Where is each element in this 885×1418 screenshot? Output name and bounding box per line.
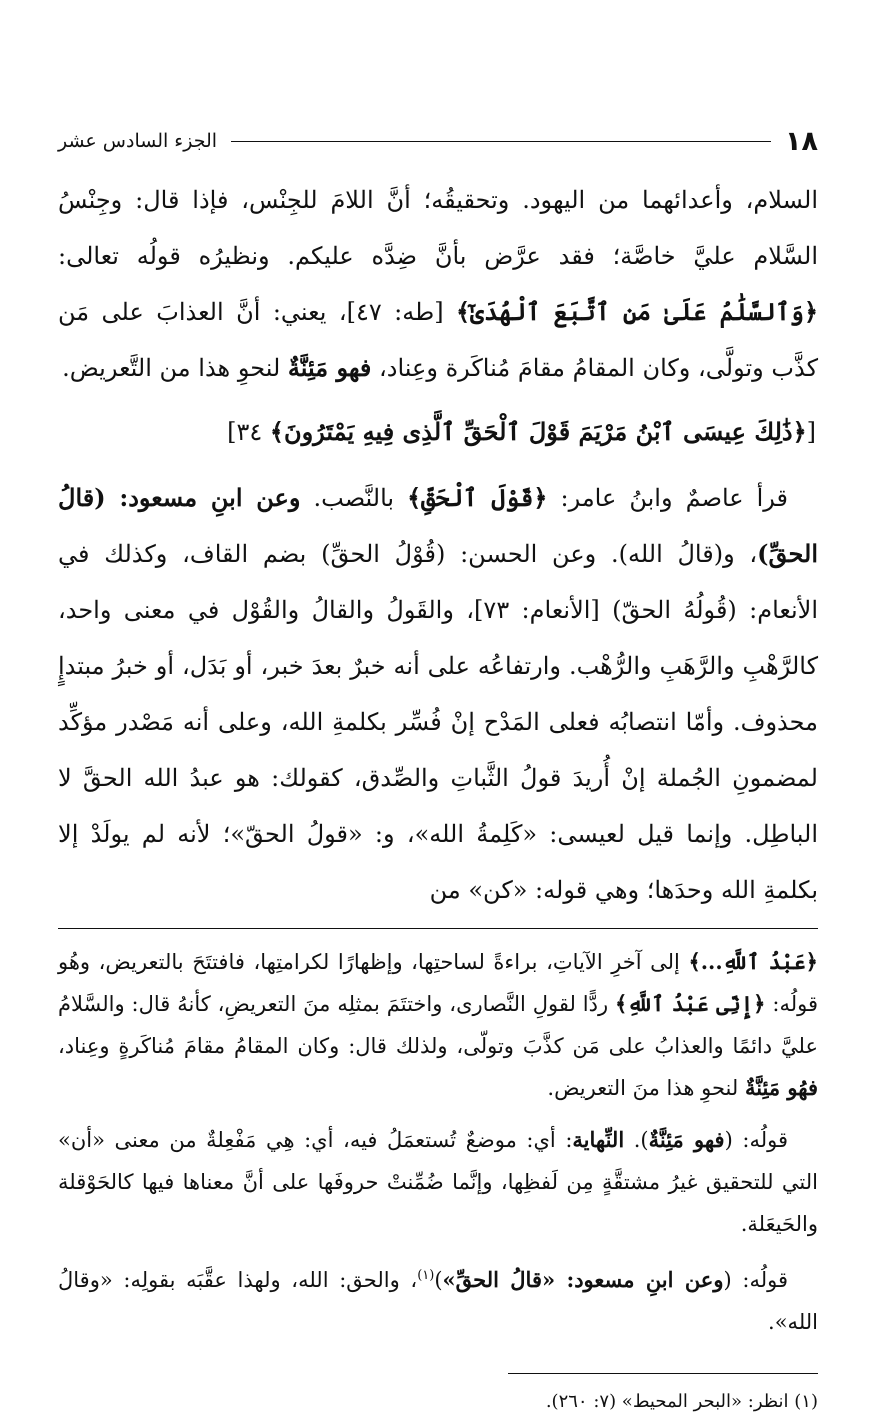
- bold-phrase: وعن ابنِ مسعود: «قالُ الحقِّ»: [442, 1267, 724, 1292]
- footnote-marker[interactable]: (١): [417, 1268, 435, 1283]
- bold-phrase: فهو مَئِنَّةٌ: [287, 353, 372, 382]
- quran-quote: ﴿وَٱلسَّلَٰمُ عَلَىٰ مَنِ ٱتَّبَعَ ٱلْهُدَىٰٓ﴾: [456, 297, 819, 326]
- footnote-rule: [508, 1373, 818, 1374]
- main-paragraph-2: قرأ عاصمٌ وابنُ عامر: ﴿قَوْلَ ٱلْحَقِّ﴾ بالنَّصب. وعن ابنِ مسعود: (قالُ الحقِّ)، و(قالُ الله). وعن الحسن: (قُوْلُ الحقِّ) بضم القاف، وكذلك في الأنعام: (قُولُهُ الحقّ) [الأنعام: ٧٣]، والقَولُ والقالُ والقُوْل في معنى واحد، كالرَّهْبِ والرَّهَبِ والرُّهْب. وارتفاعُه على أنه خبرٌ بعدَ خبر، أو بَدَل، أو خبرُ مبتدإٍ محذوف. وأمّا انتصابُه فعلى المَدْح إنْ فُسِّر بكلمةِ الله، وعلى أنه مَصْدر مؤكِّد لمضمونِ الجُملة إنْ أُريدَ قولُ الثَّباتِ والصِّدق، كقولك: هو عبدُ الله الحقَّ لا الباطِل. وإنما قيل لعيسى: «كَلِمةُ الله»، و: «قولُ الحقّ»؛ لأنه لم يولَدْ إلا بكلمةِ الله وحدَها؛ وهي قوله: «كن» من: [58, 483, 819, 904]
- quran-quote: ﴿عَبْدُ ٱللَّهِ...﴾: [688, 949, 818, 974]
- source-name: النِّهاية: [572, 1127, 625, 1152]
- quran-quote: ﴿قَوْلَ ٱلْحَقِّ﴾: [407, 483, 548, 512]
- bold-phrase: فهو مَئِنَّةٌ: [648, 1127, 725, 1152]
- main-paragraph-1: السلام، وأعدائهما من اليهود. وتحقيقُه؛ أنَّ اللامَ للجِنْس، فإذا قال: وجِنْسُ السَّلام عليَّ خاصَّة؛ فقد عرَّض بأنَّ ضِدَّه عليكم. ونظيرُه قولُه تعالى: ﴿وَٱلسَّلَٰمُ عَلَىٰ مَنِ ٱتَّبَعَ ٱلْهُدَىٰٓ﴾ [طه: ٤٧]، يعني: أنَّ العذابَ على مَن كذَّب وتولَّى، وكان المقامُ مقامَ مُناكَرة وعِناد، فهو مَئِنَّةٌ لنحوِ هذا من التَّعريض.: [58, 186, 819, 382]
- commentary-divider: [58, 928, 818, 929]
- commentary-paragraph-3: قولُه: (وعن ابنِ مسعود: «قالُ الحقِّ»)$^{(١)}$، والحق: الله، ولهذا عقَّبَه بقولِه: «وقالُ الله».: [58, 1267, 818, 1334]
- header-rule: [231, 141, 771, 142]
- bold-phrase: فهُو مَئِنَّةٌ: [744, 1075, 818, 1100]
- commentary-paragraph-1: ﴿عَبْدُ ٱللَّهِ...﴾ إلى آخرِ الآياتِ، براءةً لساحتِها، وإظهارًا لكرامتِها، فافتتَحَ بالتعريض، وهُو قولُه: ﴿إِنِّى عَبْدُ ٱللَّهِ﴾ ردًّا لقولِ النَّصارى، واختتَمَ بمثلِه منَ التعريضِ، كأنهُ قال: والسَّلامُ عليَّ دائمًا والعذابُ على مَن كذَّبَ وتولّى، ولذلك قال: وكان المقامُ مقامَ مُناكَرةٍ وعِناد، فهُو مَئِنَّةٌ لنحوِ هذا منَ التعريض.: [58, 949, 818, 1100]
- verse-text: ﴿ذَٰلِكَ عِيسَى ٱبْنُ مَرْيَمَ قَوْلَ ٱلْحَقِّ ٱلَّذِى فِيهِ يَمْتَرُونَ﴾: [269, 417, 807, 446]
- quran-quote: ﴿إِنِّى عَبْدُ ٱللَّهِ﴾: [615, 991, 766, 1016]
- verse-number: ٣٤: [236, 418, 263, 446]
- footnote: (١) انظر: «البحر المحيط» (٧: ٢٦٠).: [545, 1391, 818, 1412]
- commentary: [58, 941, 818, 1343]
- page-number: ١٨: [785, 125, 818, 157]
- running-header: [58, 118, 818, 164]
- verse-heading: [﴿ذَٰلِكَ عِيسَى ٱبْنُ مَرْيَمَ قَوْلَ ٱلْحَقِّ ٱلَّذِى فِيهِ يَمْتَرُونَ﴾ ٣٤]: [227, 417, 816, 446]
- main-text: [58, 172, 818, 918]
- book-page: [58, 118, 819, 1412]
- bold-phrase: وعن ابنِ مسعود: (قالُ الحقِّ): [58, 483, 818, 568]
- commentary-paragraph-2: قولُه: (فهو مَئِنَّةٌ). النِّهاية: أي: موضعٌ تُستعمَلُ فيه، أي: هِي مَفْعِلةٌ من معنى «أن» التي للتحقيق غيرُ مشتقَّةٍ مِن لَفظِها، وإنَّما ضُمِّنتْ حروفَها على أنَّ معناها فيها كالحَوْقلة والحَيعَلة.: [58, 1127, 818, 1236]
- part-title: الجزء السادس عشر: [58, 130, 218, 152]
